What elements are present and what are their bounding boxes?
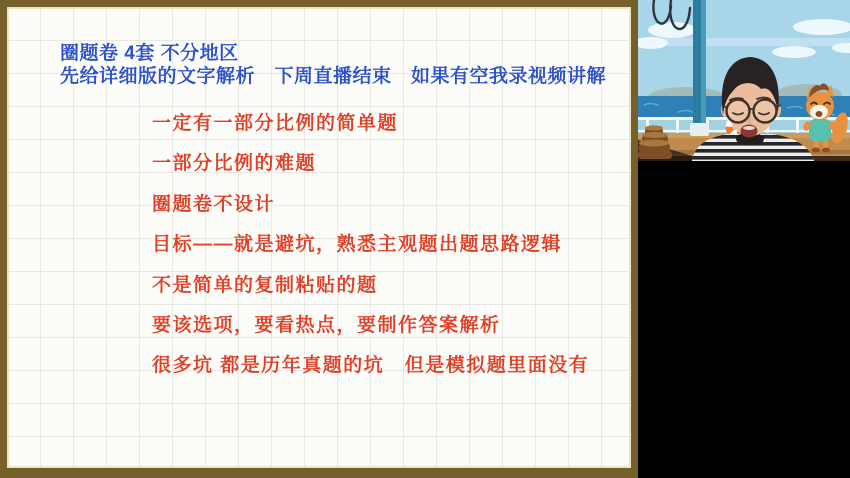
board-note-red-6: 要该选项，要看热点，要制作答案解析 (152, 315, 501, 336)
board-note-red-5: 不是简单的复制粘贴的题 (152, 275, 378, 296)
blue-note-line-2: 先给详细版的文字解析 下周直播结束 如果有空我录视频讲解 (60, 66, 607, 87)
sky-haze (638, 38, 850, 46)
mascot-overalls (809, 119, 831, 141)
webcam-scene (638, 0, 850, 161)
board-note-red-4: 目标——就是避坑，熟悉主观题出题思路逻辑 (152, 234, 563, 255)
board-note-red-7: 很多坑 都是历年真题的坑 但是模拟题里面没有 (152, 355, 590, 376)
whiteboard-canvas[interactable] (7, 7, 631, 468)
board-note-red-2: 一部分比例的难题 (152, 153, 317, 174)
board-note-red-1: 一定有一部分比例的简单题 (152, 113, 399, 134)
board-note-red-3: 圈题卷不设计 (152, 194, 276, 215)
blue-note-line-1: 圈题卷 4套 不分地区 (60, 43, 239, 64)
board-note-blue (60, 42, 606, 88)
webcam-video[interactable] (638, 0, 850, 161)
